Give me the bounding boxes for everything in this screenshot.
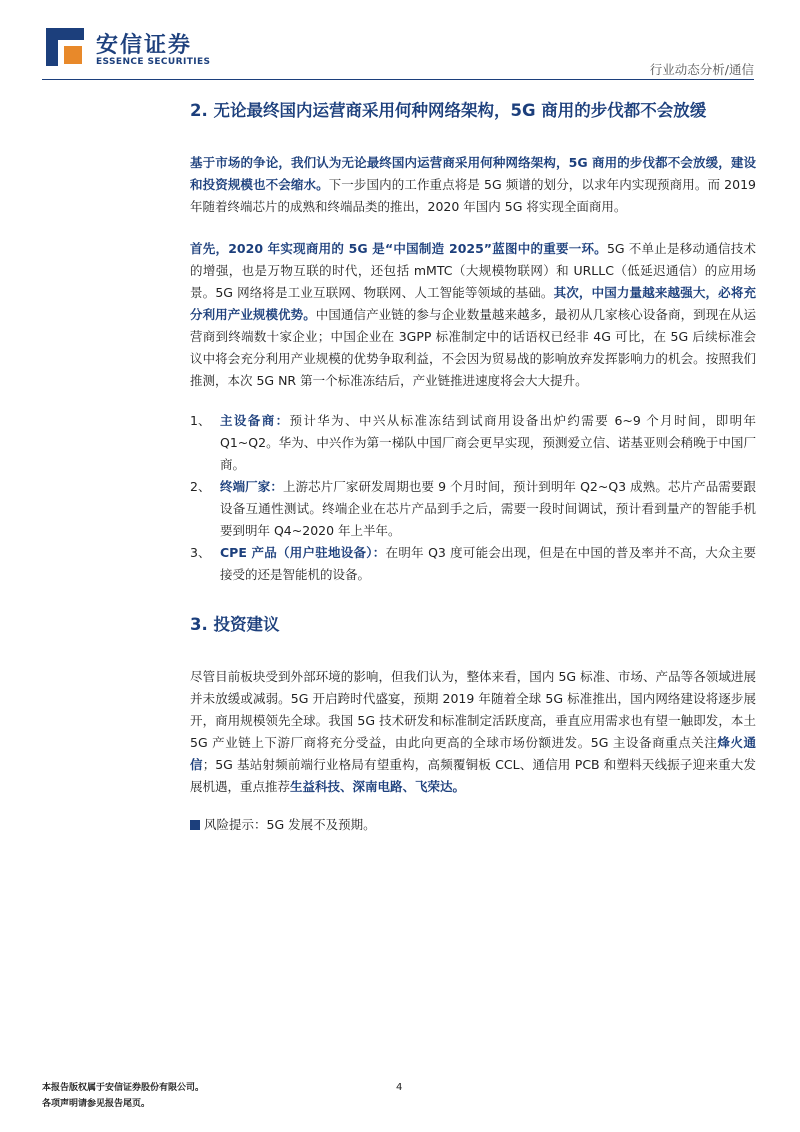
- list-item-text: 预计华为、中兴从标准冻结到试商用设备出炉约需要 6~9 个月时间，即明年 Q1~Q2。华为、中兴作为第一梯队中国厂商会更早实现，预测爱立信、诺基亚则会稍晚于中国厂商。: [220, 413, 756, 472]
- section-3-text-2: ；5G 基站射频前端行业格局有望重构，高频覆铜板 CCL、通信用 PCB 和塑料天线振子迎来重大发展机遇，重点推荐: [190, 757, 756, 794]
- section-2-paragraph-2: [190, 238, 756, 392]
- spacer: [190, 218, 756, 238]
- section-3-bold-1: 烽火通信: [190, 735, 756, 772]
- list-item-text: 上游芯片厂家研发周期也要 9 个月时间，预计到明年 Q2~Q3 成熟。芯片产品需要跟设备互通性测试。终端企业在芯片产品到手之后，需要一段时间调试，预计看到量产的智能手机要到明年 Q4~2020 年上半年。: [220, 479, 756, 538]
- page-header: [0, 0, 800, 80]
- list-item-number: 1、: [190, 413, 211, 428]
- report-body: [190, 96, 756, 836]
- list-item: [190, 476, 756, 542]
- header-divider: [42, 79, 754, 80]
- list-item-text: 在明年 Q3 度可能会出现，但是在中国的普及率并不高，大众主要接受的还是智能机的设备。: [220, 545, 756, 582]
- list-item-title: 终端厂家：: [220, 479, 283, 494]
- section-2-paragraph-1: [190, 152, 756, 218]
- page-number: 4: [396, 1082, 403, 1093]
- list-item-number: 2、: [190, 479, 211, 494]
- list-item: [190, 542, 756, 586]
- logo-en-text: ESSENCE SECURITIES: [96, 57, 211, 67]
- list-item: [190, 410, 756, 476]
- section-3-text-1: 尽管目前板块受到外部环境的影响，但我们认为，整体来看，国内 5G 标准、市场、产品等各领域进展并未放缓或减弱。5G 开启跨时代盛宴，预期 2019 年随着全球 5G 标准推出，国内网络建设将逐步展开，商用规模领先全球。我国 5G 技术研发和标准制定活跃度高，垂直应用需求也有望一触即发，本土 5G 产业链上下游厂商将充分受益，由此向更高的全球市场份额进发。5G 主设备商重点关注: [190, 669, 756, 750]
- footer-copyright: 本报告版权属于安信证券股份有限公司。: [42, 1083, 205, 1093]
- section-2-heading: 2. 无论最终国内运营商采用何种网络架构，5G 商用的步伐都不会放缓: [190, 101, 707, 120]
- logo-cn-text: 安信证券: [96, 33, 193, 58]
- risk-text: 风险提示：5G 发展不及预期。: [204, 817, 376, 832]
- essence-logo-icon: [42, 24, 88, 70]
- paragraph-2-bold-1: 首先，2020 年实现商用的 5G 是“中国制造 2025”蓝图中的重要一环。: [190, 241, 607, 256]
- section-3-heading: 3. 投资建议: [190, 615, 280, 634]
- paragraph-2-text-2: 中国通信产业链的参与企业数量越来越多，最初从几家核心设备商，到现在从运营商到终端数十家企业；中国企业在 3GPP 标准制定中的话语权已经非 4G 可比，在 5G 后续标准会议中将会充分利用产业规模的优势争取利益，不会因为贸易战的影响放弃发挥影响力的机会。按照我们推测，本次 5G NR 第一个标准冻结后，产业链推进速度将会大大提升。: [190, 307, 756, 388]
- report-category: 行业动态分析/通信: [649, 62, 754, 77]
- paragraph-2-bold-2: 其次，中国力量越来越强大，必将充分利用产业规模优势。: [190, 285, 756, 322]
- section-3-paragraph: [190, 666, 756, 798]
- section-3-bold-2: 生益科技、深南电路、飞荣达。: [290, 779, 466, 794]
- paragraph-1-text: 下一步国内的工作重点将是 5G 频谱的划分，以求年内实现预商用。而 2019 年随着终端芯片的成熟和终端品类的推出，2020 年国内 5G 将实现全面商用。: [190, 177, 756, 214]
- risk-warning: [190, 814, 756, 836]
- list-item-number: 3、: [190, 545, 211, 560]
- square-bullet-icon: [190, 820, 200, 830]
- paragraph-2-text-1: 5G 不单止是移动通信技术的增强，也是万物互联的时代，还包括 mMTC（大规模物联网）和 URLLC（低延迟通信）的应用场景。5G 网络将是工业互联网、物联网、人工智能等领域的基础。: [190, 241, 756, 300]
- list-item-title: CPE 产品（用户驻地设备）：: [220, 545, 386, 560]
- paragraph-1-bold: 基于市场的争论，我们认为无论最终国内运营商采用何种网络架构，5G 商用的步伐都不会放缓，建设和投资规模也不会缩水。: [190, 155, 756, 192]
- footer-disclaimer: 各项声明请参见报告尾页。: [42, 1099, 151, 1109]
- timeline-list: [190, 410, 756, 586]
- list-item-title: 主设备商：: [220, 413, 290, 428]
